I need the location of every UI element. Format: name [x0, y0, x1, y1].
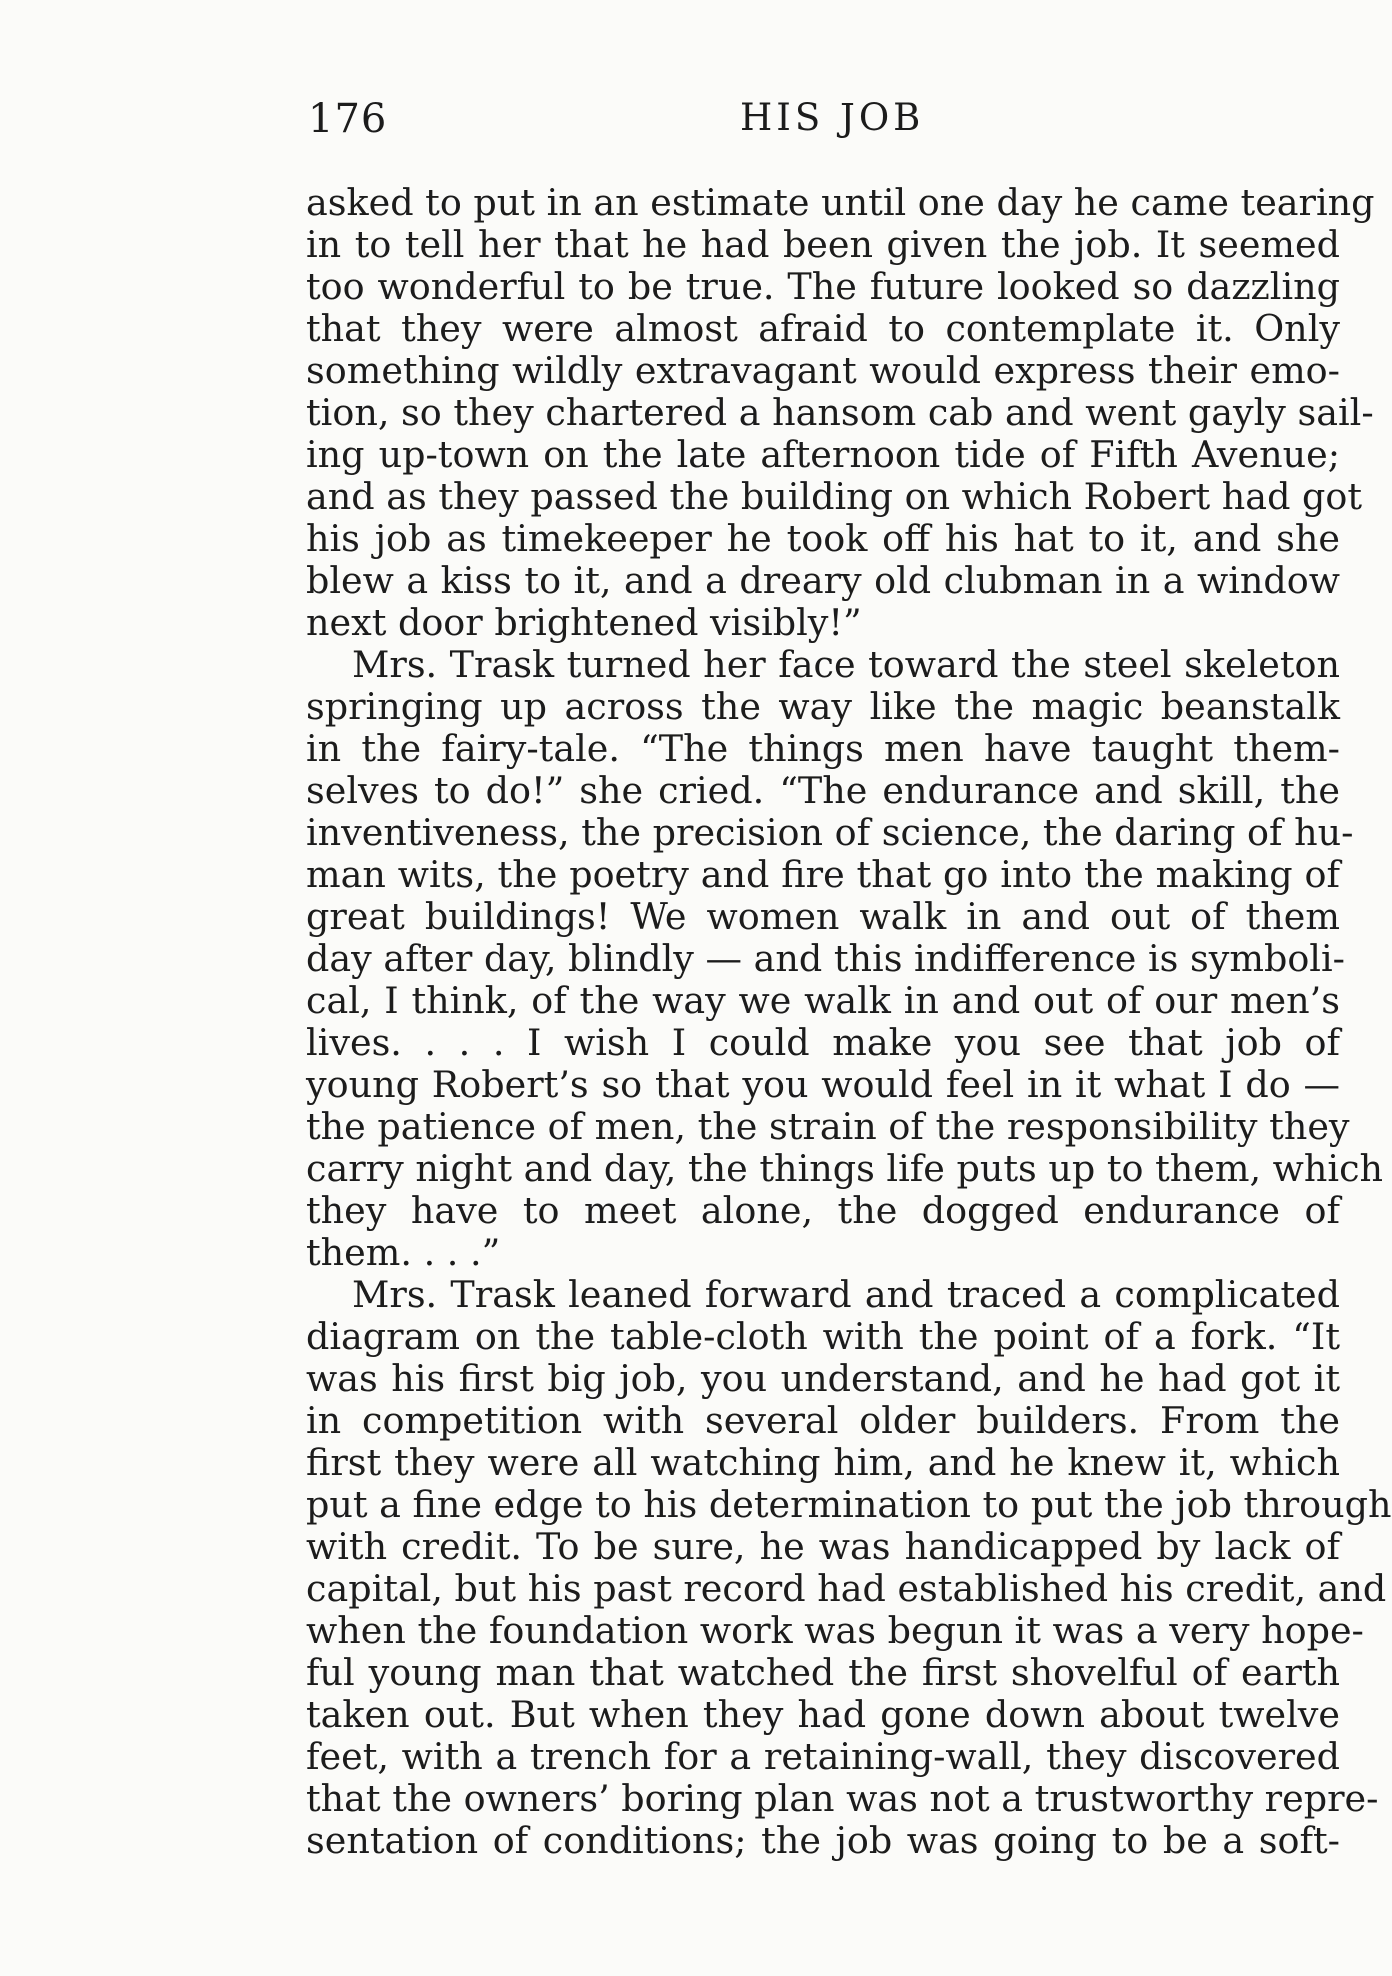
text-line: blew a kiss to it, and a dreary old clubman in a window	[306, 559, 1340, 602]
text-line: something wildly extravagant would express their emo-	[306, 349, 1340, 392]
text-line: in the fairy-tale. “The things men have taught them-	[306, 727, 1340, 770]
text-line: young Robert’s so that you would feel in it what I do —	[306, 1063, 1340, 1106]
text-line: feet, with a trench for a retaining-wall, they discovered	[306, 1735, 1340, 1778]
text-line: lives. . . . I wish I could make you see that job of	[306, 1021, 1340, 1064]
text-line: his job as timekeeper he took off his hat to it, and she	[306, 517, 1340, 560]
text-line: with credit. To be sure, he was handicapped by lack of	[306, 1525, 1340, 1568]
running-title: HIS JOB	[740, 96, 925, 139]
paragraph-start: Mrs. Trask leaned forward and traced a complicated	[352, 1273, 1340, 1316]
text-line: man wits, the poetry and fire that go into the making of	[306, 853, 1340, 896]
text-line: them. . . .”	[306, 1231, 501, 1274]
text-line: diagram on the table-cloth with the point of a fork. “It	[306, 1315, 1340, 1358]
text-line: first they were all watching him, and he knew it, which	[306, 1441, 1340, 1484]
text-line: tion, so they chartered a hansom cab and went gayly sail-	[306, 391, 1374, 434]
page-number: 176	[308, 96, 388, 142]
text-line: ful young man that watched the first shovelful of earth	[306, 1651, 1340, 1694]
text-line: capital, but his past record had established his credit, and	[306, 1567, 1387, 1610]
text-line: carry night and day, the things life puts up to them, which	[306, 1147, 1384, 1190]
body-text	[306, 181, 1392, 1862]
running-head	[308, 96, 1338, 152]
text-line: was his first big job, you understand, and he had got it	[306, 1357, 1340, 1400]
text-line: and as they passed the building on which Robert had got	[306, 475, 1363, 518]
text-line: they have to meet alone, the dogged endurance of	[306, 1189, 1340, 1232]
text-line: the patience of men, the strain of the responsibility they	[306, 1105, 1350, 1148]
text-line: selves to do!” she cried. “The endurance and skill, the	[306, 769, 1340, 812]
text-line: great buildings! We women walk in and out of them	[306, 895, 1340, 938]
text-line: next door brightened visibly!”	[306, 601, 862, 644]
paragraph-start: Mrs. Trask turned her face toward the steel skeleton	[352, 643, 1340, 686]
text-line: taken out. But when they had gone down about twelve	[306, 1693, 1340, 1736]
text-line: that the owners’ boring plan was not a trustworthy repre-	[306, 1777, 1379, 1820]
text-line: day after day, blindly — and this indifference is symboli-	[306, 937, 1345, 980]
text-line: asked to put in an estimate until one day he came tearing	[306, 181, 1375, 224]
text-line: springing up across the way like the magic beanstalk	[306, 685, 1340, 728]
text-line: in competition with several older builders. From the	[306, 1399, 1340, 1442]
text-line: inventiveness, the precision of science, the daring of hu-	[306, 811, 1354, 854]
text-line: cal, I think, of the way we walk in and out of our men’s	[306, 979, 1340, 1022]
text-line: put a fine edge to his determination to put the job through	[306, 1483, 1392, 1526]
text-line: sentation of conditions; the job was going to be a soft-	[306, 1819, 1340, 1862]
text-line: in to tell her that he had been given the job. It seemed	[306, 223, 1340, 266]
text-line: that they were almost afraid to contemplate it. Only	[306, 307, 1340, 350]
text-line: too wonderful to be true. The future looked so dazzling	[306, 265, 1340, 308]
text-line: when the foundation work was begun it was a very hope-	[306, 1609, 1364, 1652]
text-line: ing up-town on the late afternoon tide of Fifth Avenue;	[306, 433, 1340, 476]
